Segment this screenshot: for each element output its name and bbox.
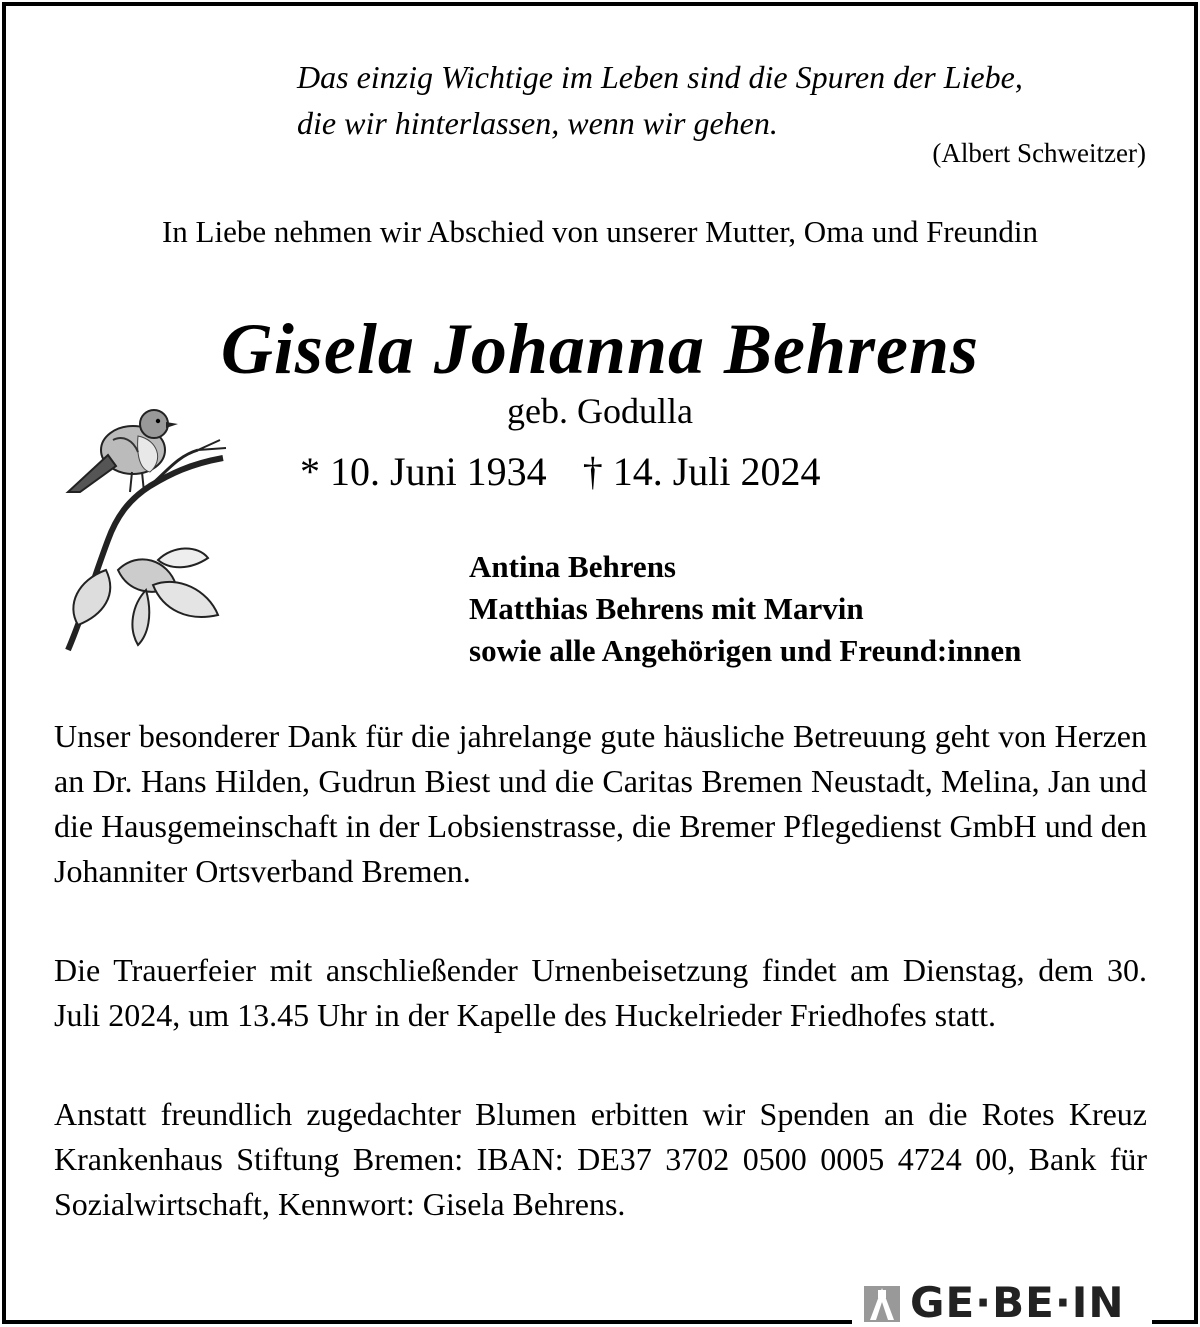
quote: [297, 54, 1157, 146]
publisher-logo: [862, 1280, 1125, 1325]
gebein-mark-icon: [862, 1282, 902, 1324]
deceased-name: Gisela Johanna Behrens: [220, 309, 980, 389]
mourner-3: sowie alle Angehörigen und Freund:innen: [469, 633, 1022, 668]
ceremony-paragraph: Die Trauerfeier mit anschließender Urnenbeisetzung findet am Dienstag, dem 30. Juli 2024, um 13.45 Uhr in der Kapelle des Huckelrieder Friedhofes statt.: [54, 952, 1147, 1033]
bird-on-branch-icon: [58, 400, 238, 660]
quote-line-2: die wir hinterlassen, wenn wir gehen.: [297, 105, 778, 141]
birth-name: geb. Godulla: [507, 391, 693, 431]
intro-line: In Liebe nehmen wir Abschied von unserer Mutter, Oma und Freundin: [161, 214, 1039, 249]
quote-line-1: Das einzig Wichtige im Leben sind die Spuren der Liebe,: [297, 59, 1023, 95]
mourners-list: [469, 546, 1021, 672]
life-dates: [300, 448, 820, 495]
publisher-logo-text: GE·BE·IN: [910, 1278, 1125, 1327]
donation-paragraph: Anstatt freundlich zugedachter Blumen erbitten wir Spenden an die Rotes Kreuz Krankenhaus Stiftung Bremen: IBAN: DE37 3702 0500 0005 4724 00, Bank für Sozialwirtschaft, Kennwort: Gisela Behrens.: [54, 1096, 1147, 1222]
death-date: † 14. Juli 2024: [582, 449, 821, 494]
mourner-2: Matthias Behrens mit Marvin: [469, 591, 864, 626]
birth-date: * 10. Juni 1934: [300, 449, 547, 494]
mourner-1: Antina Behrens: [469, 549, 676, 584]
quote-author: (Albert Schweitzer): [932, 138, 1146, 168]
thanks-paragraph: Unser besonderer Dank für die jahrelange gute häusliche Betreuung geht von Herzen an Dr. Hans Hilden, Gudrun Biest und die Caritas Bremen Neustadt, Melina, Jan und die Hausgemeinschaft in der Lobsienstrasse, die Bremer Pflegedienst GmbH und den Johanniter Ortsverband Bremen.: [54, 718, 1147, 889]
